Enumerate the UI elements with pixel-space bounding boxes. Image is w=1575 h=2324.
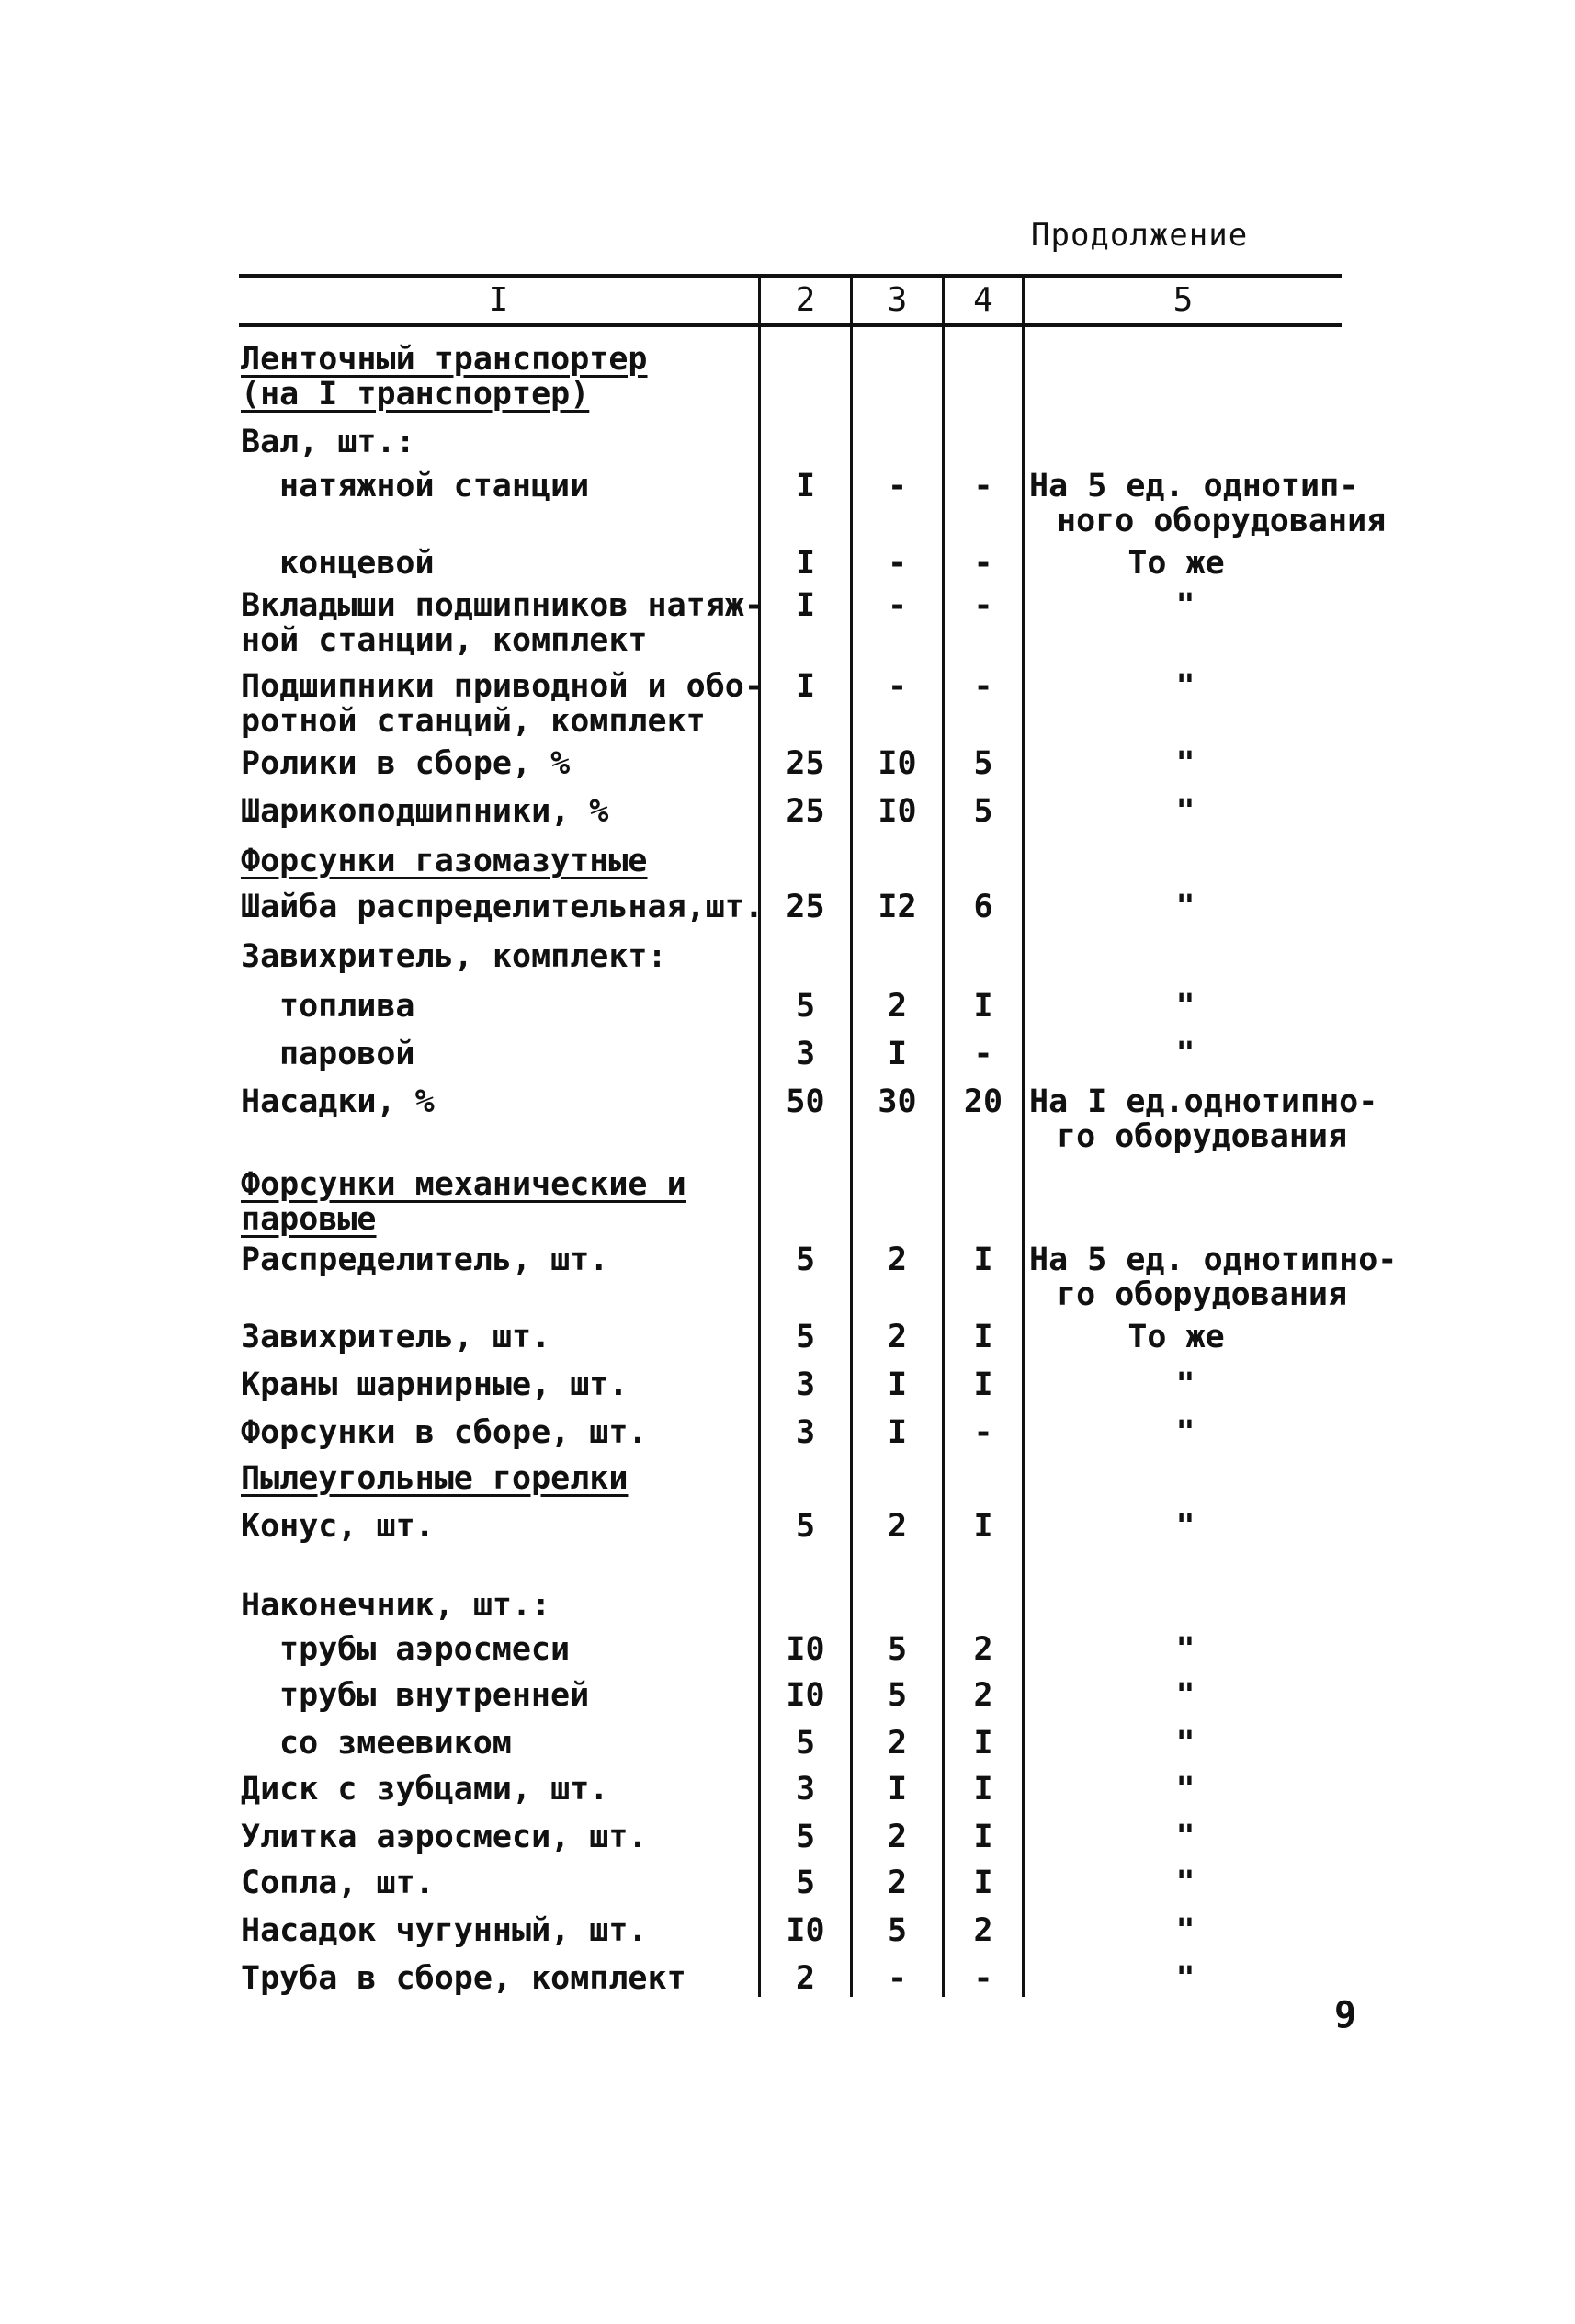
column-header-2: 2 <box>795 281 816 319</box>
row-value-col2: I <box>795 545 816 582</box>
row-value-col4: 2 <box>973 1631 993 1668</box>
row-value-col4: 6 <box>973 889 993 925</box>
row-name: Диск с зубцами, шт. <box>241 1771 609 1808</box>
row-value-col4: I <box>973 1725 993 1762</box>
row-value-col3: 2 <box>887 988 908 1025</box>
row-note: " <box>1175 745 1195 782</box>
row-value-col2: 5 <box>795 1319 816 1355</box>
row-name-continuation: (на I транспортер) <box>241 376 590 413</box>
row-value-col3: - <box>887 468 908 504</box>
row-note: " <box>1175 793 1195 830</box>
row-value-col3: I0 <box>878 793 917 830</box>
row-name: Форсунки механические и <box>241 1166 686 1203</box>
row-value-col2: I0 <box>786 1912 825 1949</box>
row-value-col2: I0 <box>786 1677 825 1714</box>
row-note: То же <box>1127 1319 1225 1355</box>
row-value-col4: I <box>973 988 993 1025</box>
row-note: " <box>1175 1819 1195 1855</box>
continuation-label: Продолжение <box>1031 217 1249 254</box>
row-value-col3: - <box>887 1960 908 1997</box>
row-name: Завихритель, шт. <box>241 1319 551 1355</box>
row-value-col2: 25 <box>786 745 825 782</box>
row-name: топлива <box>279 988 415 1025</box>
row-value-col2: 3 <box>795 1771 816 1808</box>
row-value-col3: 2 <box>887 1725 908 1762</box>
row-note-continuation: го оборудования <box>1057 1118 1348 1155</box>
row-value-col4: - <box>973 1036 993 1072</box>
row-value-col3: 2 <box>887 1508 908 1545</box>
row-name: Подшипники приводной и обо- <box>241 668 764 705</box>
row-note: " <box>1175 1725 1195 1762</box>
row-name: Распределитель, шт. <box>241 1241 609 1278</box>
row-value-col4: 2 <box>973 1677 993 1714</box>
column-divider <box>1022 278 1025 1997</box>
row-name: Насадки, % <box>241 1083 435 1120</box>
row-value-col4: 20 <box>963 1083 1003 1120</box>
row-note: " <box>1175 1366 1195 1403</box>
row-name: Шайба распределительная,шт. <box>241 889 764 925</box>
row-name: Насадок чугунный, шт. <box>241 1912 648 1949</box>
row-value-col3: 2 <box>887 1319 908 1355</box>
table-top-rule <box>239 274 1342 278</box>
row-name-continuation: ной станции, комплект <box>241 622 648 659</box>
row-value-col3: I <box>887 1771 908 1808</box>
row-name: Улитка аэросмеси, шт. <box>241 1819 648 1855</box>
row-note: " <box>1175 1865 1195 1901</box>
row-value-col3: - <box>887 587 908 624</box>
row-note: На 5 ед. однотипно- <box>1029 1241 1398 1278</box>
row-value-col4: - <box>973 1414 993 1451</box>
column-header-5: 5 <box>1173 281 1194 319</box>
row-value-col2: 25 <box>786 889 825 925</box>
row-name: Форсунки газомазутные <box>241 843 648 879</box>
row-value-col2: 25 <box>786 793 825 830</box>
row-name: натяжной станции <box>279 468 590 504</box>
row-note: На 5 ед. однотип- <box>1029 468 1359 504</box>
row-name: Пылеугольные горелки <box>241 1460 629 1497</box>
row-note: " <box>1175 1677 1195 1714</box>
row-value-col4: I <box>973 1241 993 1278</box>
row-value-col2: 3 <box>795 1366 816 1403</box>
row-note: " <box>1175 1508 1195 1545</box>
row-note: " <box>1175 988 1195 1025</box>
row-note: " <box>1175 1960 1195 1997</box>
row-name: концевой <box>279 545 435 582</box>
row-name: Вал, шт.: <box>241 424 415 460</box>
row-value-col2: 3 <box>795 1414 816 1451</box>
row-note: " <box>1175 1912 1195 1949</box>
row-note: На I ед.однотипно- <box>1029 1083 1378 1120</box>
row-note: " <box>1175 1414 1195 1451</box>
row-name: паровой <box>279 1036 415 1072</box>
row-note: " <box>1175 668 1195 705</box>
row-value-col2: 5 <box>795 1725 816 1762</box>
row-name: Сопла, шт. <box>241 1865 435 1901</box>
row-note: " <box>1175 1631 1195 1668</box>
row-note-continuation: го оборудования <box>1057 1276 1348 1313</box>
row-note: " <box>1175 1036 1195 1072</box>
row-note: " <box>1175 587 1195 624</box>
page-number: 9 <box>1334 1994 1357 2036</box>
row-name: Краны шарнирные, шт. <box>241 1366 629 1403</box>
row-name: Конус, шт. <box>241 1508 435 1545</box>
row-value-col3: 30 <box>878 1083 917 1120</box>
row-value-col3: - <box>887 545 908 582</box>
row-value-col2: I <box>795 468 816 504</box>
row-name: Вкладыши подшипников натяж- <box>241 587 764 624</box>
row-value-col4: 5 <box>973 745 993 782</box>
row-note: " <box>1175 1771 1195 1808</box>
row-value-col3: I <box>887 1366 908 1403</box>
row-value-col4: 2 <box>973 1912 993 1949</box>
row-value-col4: 5 <box>973 793 993 830</box>
column-header-1: I <box>488 281 509 319</box>
row-name: трубы аэросмеси <box>279 1631 571 1668</box>
row-value-col4: - <box>973 668 993 705</box>
row-value-col2: 5 <box>795 1508 816 1545</box>
row-name-continuation: ротной станций, комплект <box>241 703 706 740</box>
row-value-col3: I <box>887 1036 908 1072</box>
row-name: Завихритель, комплект: <box>241 938 667 975</box>
row-value-col4: I <box>973 1366 993 1403</box>
row-value-col2: 5 <box>795 988 816 1025</box>
row-name: Ленточный транспортер <box>241 341 648 378</box>
row-value-col2: 50 <box>786 1083 825 1120</box>
row-name-continuation: паровые <box>241 1201 377 1238</box>
row-value-col4: I <box>973 1508 993 1545</box>
row-name: со змеевиком <box>279 1725 512 1762</box>
row-value-col4: I <box>973 1865 993 1901</box>
row-name: Форсунки в сборе, шт. <box>241 1414 648 1451</box>
row-name: Наконечник, шт.: <box>241 1587 551 1624</box>
row-value-col4: - <box>973 1960 993 1997</box>
row-value-col4: - <box>973 587 993 624</box>
row-value-col4: I <box>973 1771 993 1808</box>
row-value-col3: 5 <box>887 1912 908 1949</box>
column-header-4: 4 <box>973 281 993 319</box>
row-value-col4: - <box>973 545 993 582</box>
row-value-col4: I <box>973 1819 993 1855</box>
row-value-col3: 2 <box>887 1865 908 1901</box>
row-value-col3: 5 <box>887 1631 908 1668</box>
table-header-rule <box>239 323 1342 327</box>
row-value-col3: 2 <box>887 1819 908 1855</box>
row-value-col3: I0 <box>878 745 917 782</box>
row-note: " <box>1175 889 1195 925</box>
row-value-col3: 5 <box>887 1677 908 1714</box>
column-header-3: 3 <box>887 281 908 319</box>
row-name: Шарикоподшипники, % <box>241 793 609 830</box>
row-note: То же <box>1127 545 1225 582</box>
row-value-col4: I <box>973 1319 993 1355</box>
row-note-continuation: ного оборудования <box>1057 503 1387 539</box>
row-value-col4: - <box>973 468 993 504</box>
row-name: Труба в сборе, комплект <box>241 1960 686 1997</box>
row-value-col2: I <box>795 587 816 624</box>
row-value-col3: I <box>887 1414 908 1451</box>
row-value-col3: - <box>887 668 908 705</box>
row-value-col2: I <box>795 668 816 705</box>
row-value-col2: 2 <box>795 1960 816 1997</box>
row-value-col2: 5 <box>795 1819 816 1855</box>
row-value-col3: 2 <box>887 1241 908 1278</box>
row-value-col2: 3 <box>795 1036 816 1072</box>
row-name: трубы внутренней <box>279 1677 590 1714</box>
row-value-col2: I0 <box>786 1631 825 1668</box>
row-value-col2: 5 <box>795 1241 816 1278</box>
row-value-col3: I2 <box>878 889 917 925</box>
row-value-col2: 5 <box>795 1865 816 1901</box>
row-name: Ролики в сборе, % <box>241 745 571 782</box>
